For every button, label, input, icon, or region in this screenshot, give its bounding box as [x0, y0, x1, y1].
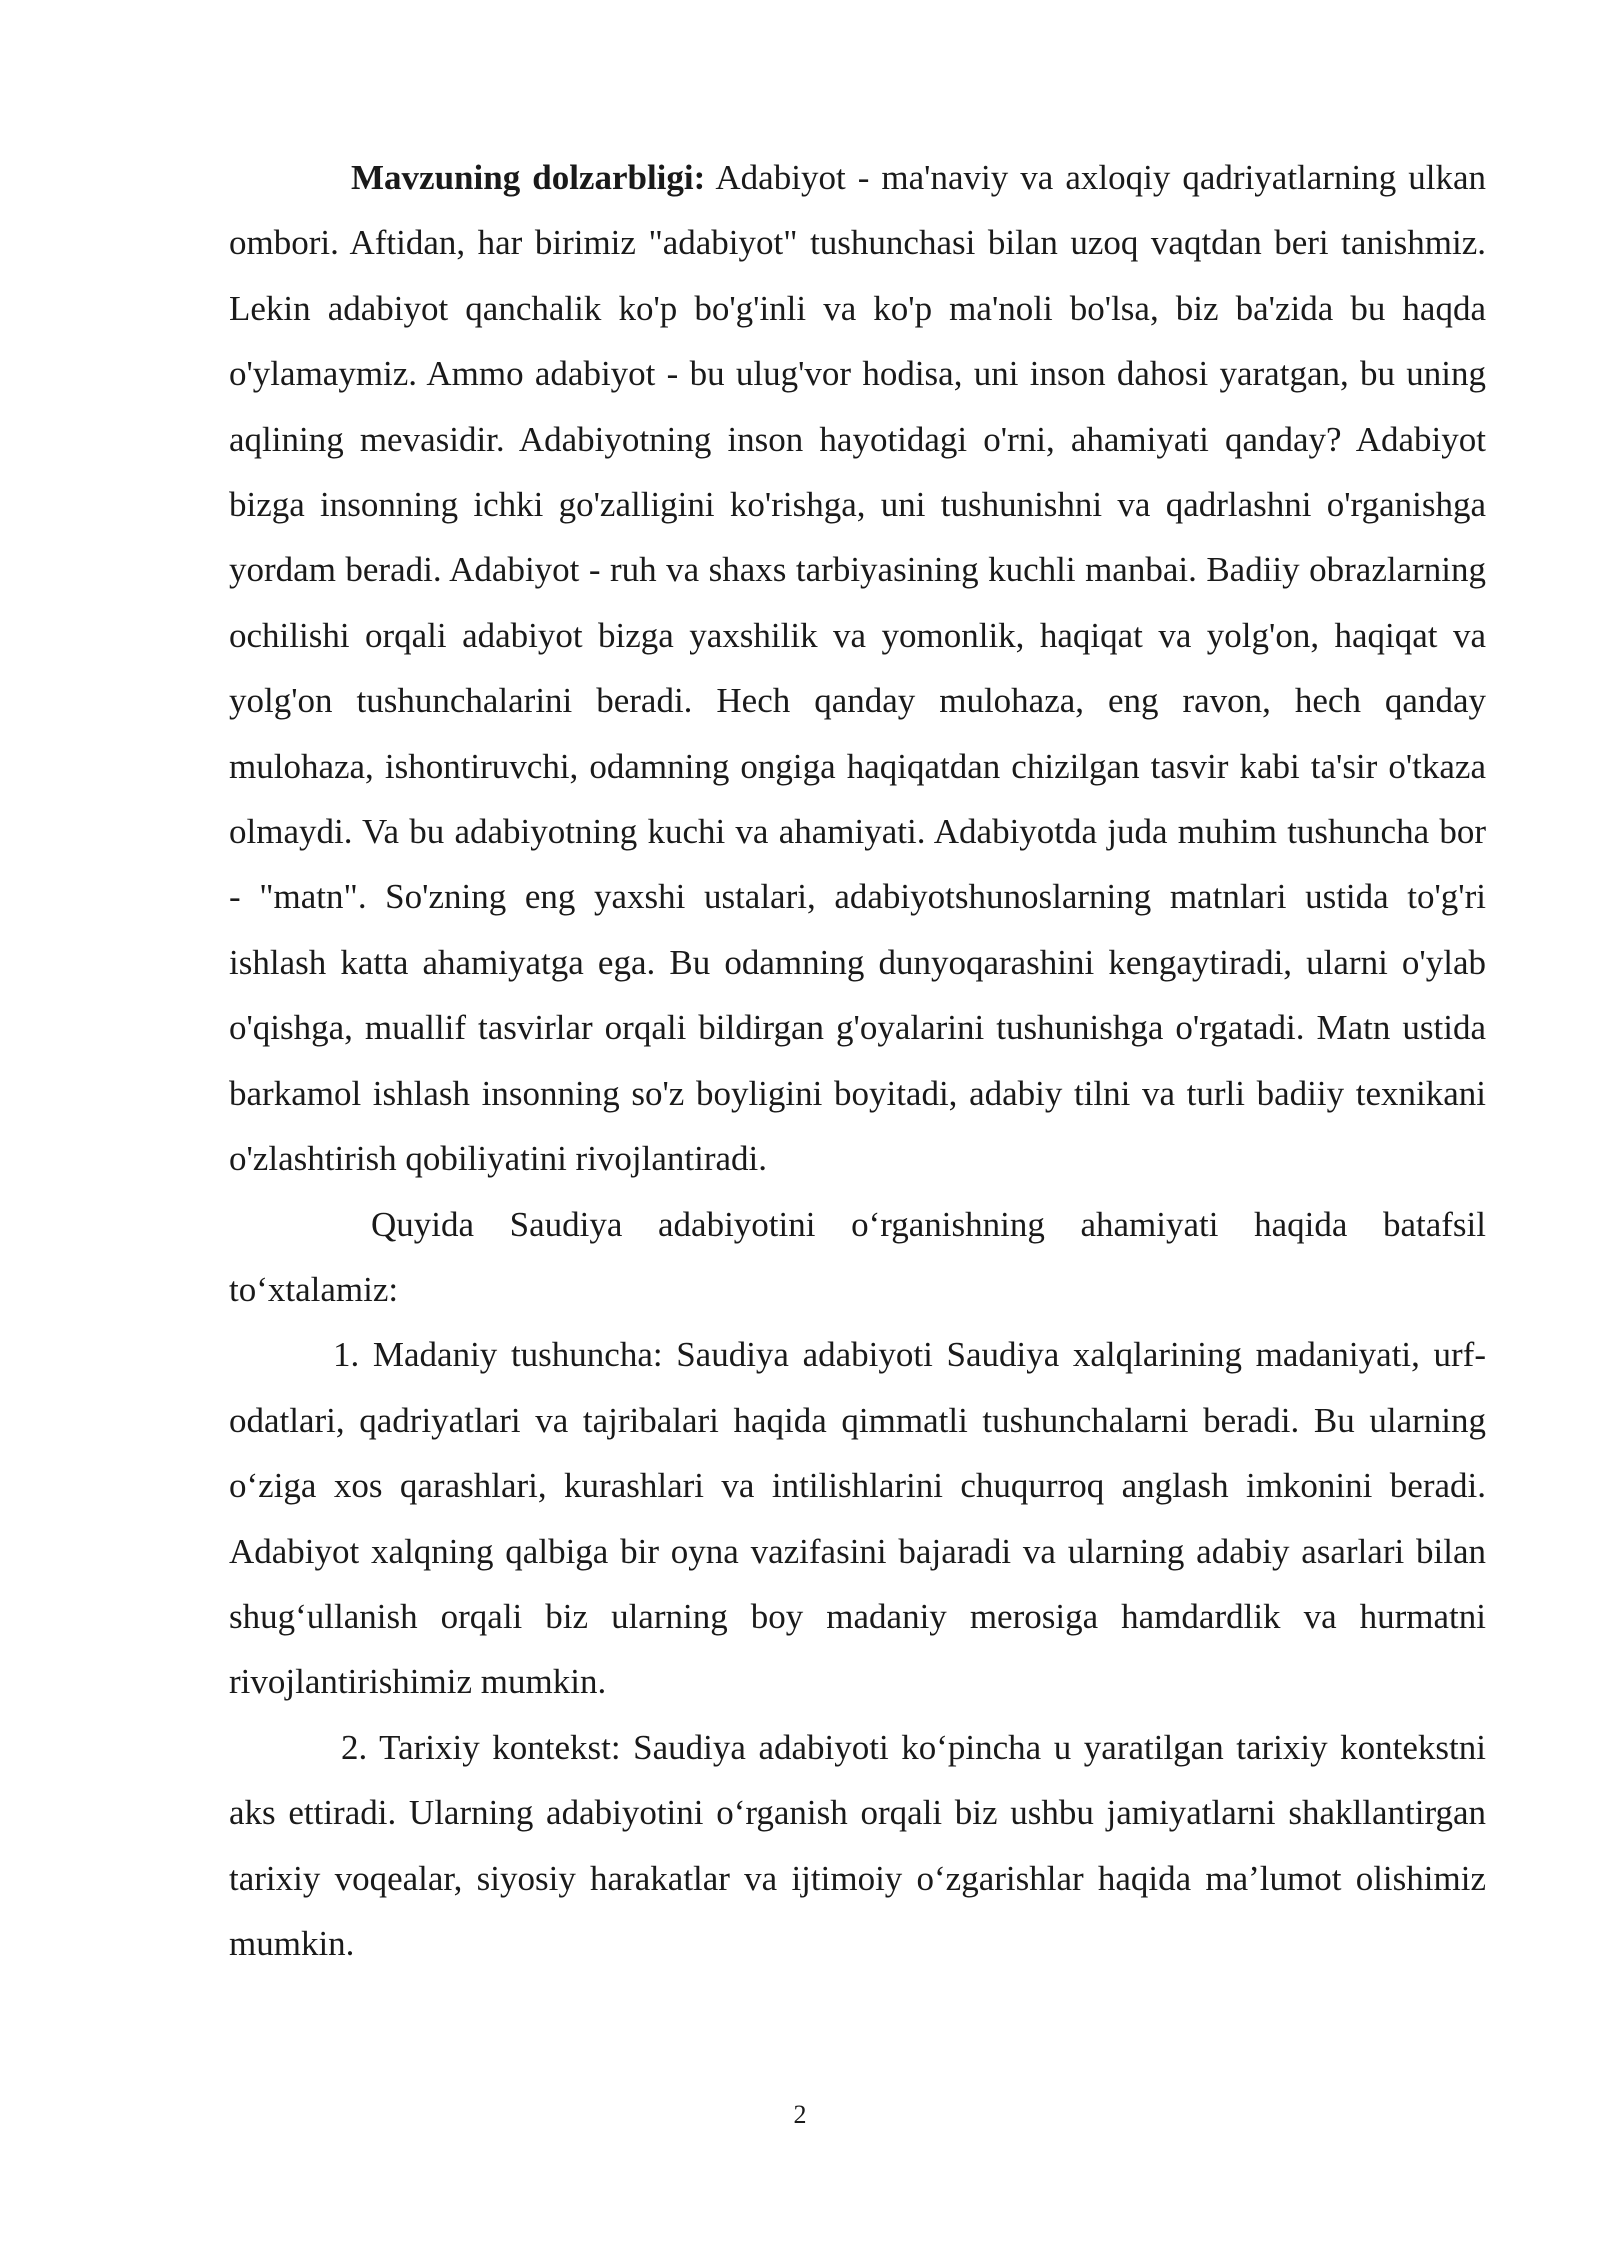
list-item-historical-context: 2. Tarixiy kontekst: Saudiya adabiyoti ko‘pincha u yaratilgan tarixiy kontekstni aks ettiradi. Ularning adabiyotini o‘rganish orqali biz ushbu jamiyatlarni shakllantirgan tarixiy voqealar, siyosiy harakatlar va ijtimoiy o‘zgarishlar haqida ma’lumot olishimiz mumkin. — [229, 1727, 1486, 1963]
intro-term: Mavzuning dolzarbligi: — [351, 158, 706, 197]
document-body — [229, 145, 1486, 1976]
page-number: 2 — [793, 2100, 807, 2129]
intro-text: Adabiyot - ma'naviy va axloqiy qadriyatlarning ulkan ombori. Aftidan, har birimiz "adabiyot" tushunchasi bilan uzoq vaqtdan beri tanishmiz. Lekin adabiyot qanchalik ko'p bo'g'inli va ko'p ma'noli bo'lsa, biz ba'zida bu haqda o'ylamaymiz. Ammo adabiyot - bu ulug'vor hodisa, uni inson dahosi yaratgan, bu uning aqlining mevasidir. Adabiyotning inson hayotidagi o'rni, ahamiyati qanday? Adabiyot bizga insonning ichki go'zalligini ko'rishga, uni tushunishni va qadrlashni o'rganishga yordam beradi. Adabiyot - ruh va shaxs tarbiyasining kuchli manbai. Badiiy obrazlarning ochilishi orqali adabiyot bizga yaxshilik va yomonlik, haqiqat va yolg'on, haqiqat va yolg'on tushunchalarini beradi. Hech qanday mulohaza, eng ravon, hech qanday mulohaza, ishontiruvchi, odamning ongiga haqiqatdan chizilgan tasvir kabi ta'sir o'tkaza olmaydi. Va bu adabiyotning kuchi va ahamiyati. Adabiyotda juda muhim tushuncha bor - "matn". So'zning eng yaxshi ustalari, adabiyotshunoslarning matnlari ustida to'g'ri ishlash katta ahamiyatga ega. Bu odamning dunyoqarashini kengaytiradi, ularni o'ylab o'qishga, muallif tasvirlar orqali bildirgan g'oyalarini tushunishga o'rgatadi. Matn ustida barkamol ishlash insonning so'z boyligini boyitadi, adabiy tilni va turli badiiy texnikani o'zlashtirish qobiliyatini rivojlantiradi. — [229, 158, 1486, 1179]
list-item-cultural-insight: 1. Madaniy tushuncha: Saudiya adabiyoti Saudiya xalqlarining madaniyati, urf-odatlari, qadriyatlari va tajribalari haqida qimmatli tushunchalarni beradi. Bu ularning o‘ziga xos qarashlari, kurashlari va intilishlarini chuqurroq anglash imkonini beradi. Adabiyot xalqning qalbiga bir oyna vazifasini bajaradi va ularning adabiy asarlari bilan shug‘ullanish orqali biz ularning boy madaniy merosiga hamdardlik va hurmatni rivojlantirishimiz mumkin. — [229, 1335, 1486, 1702]
lead-paragraph: Quyida Saudiya adabiyotini o‘rganishning ahamiyati haqida batafsil to‘xtalamiz: — [229, 1204, 1486, 1309]
intro-paragraph — [229, 145, 1486, 1192]
